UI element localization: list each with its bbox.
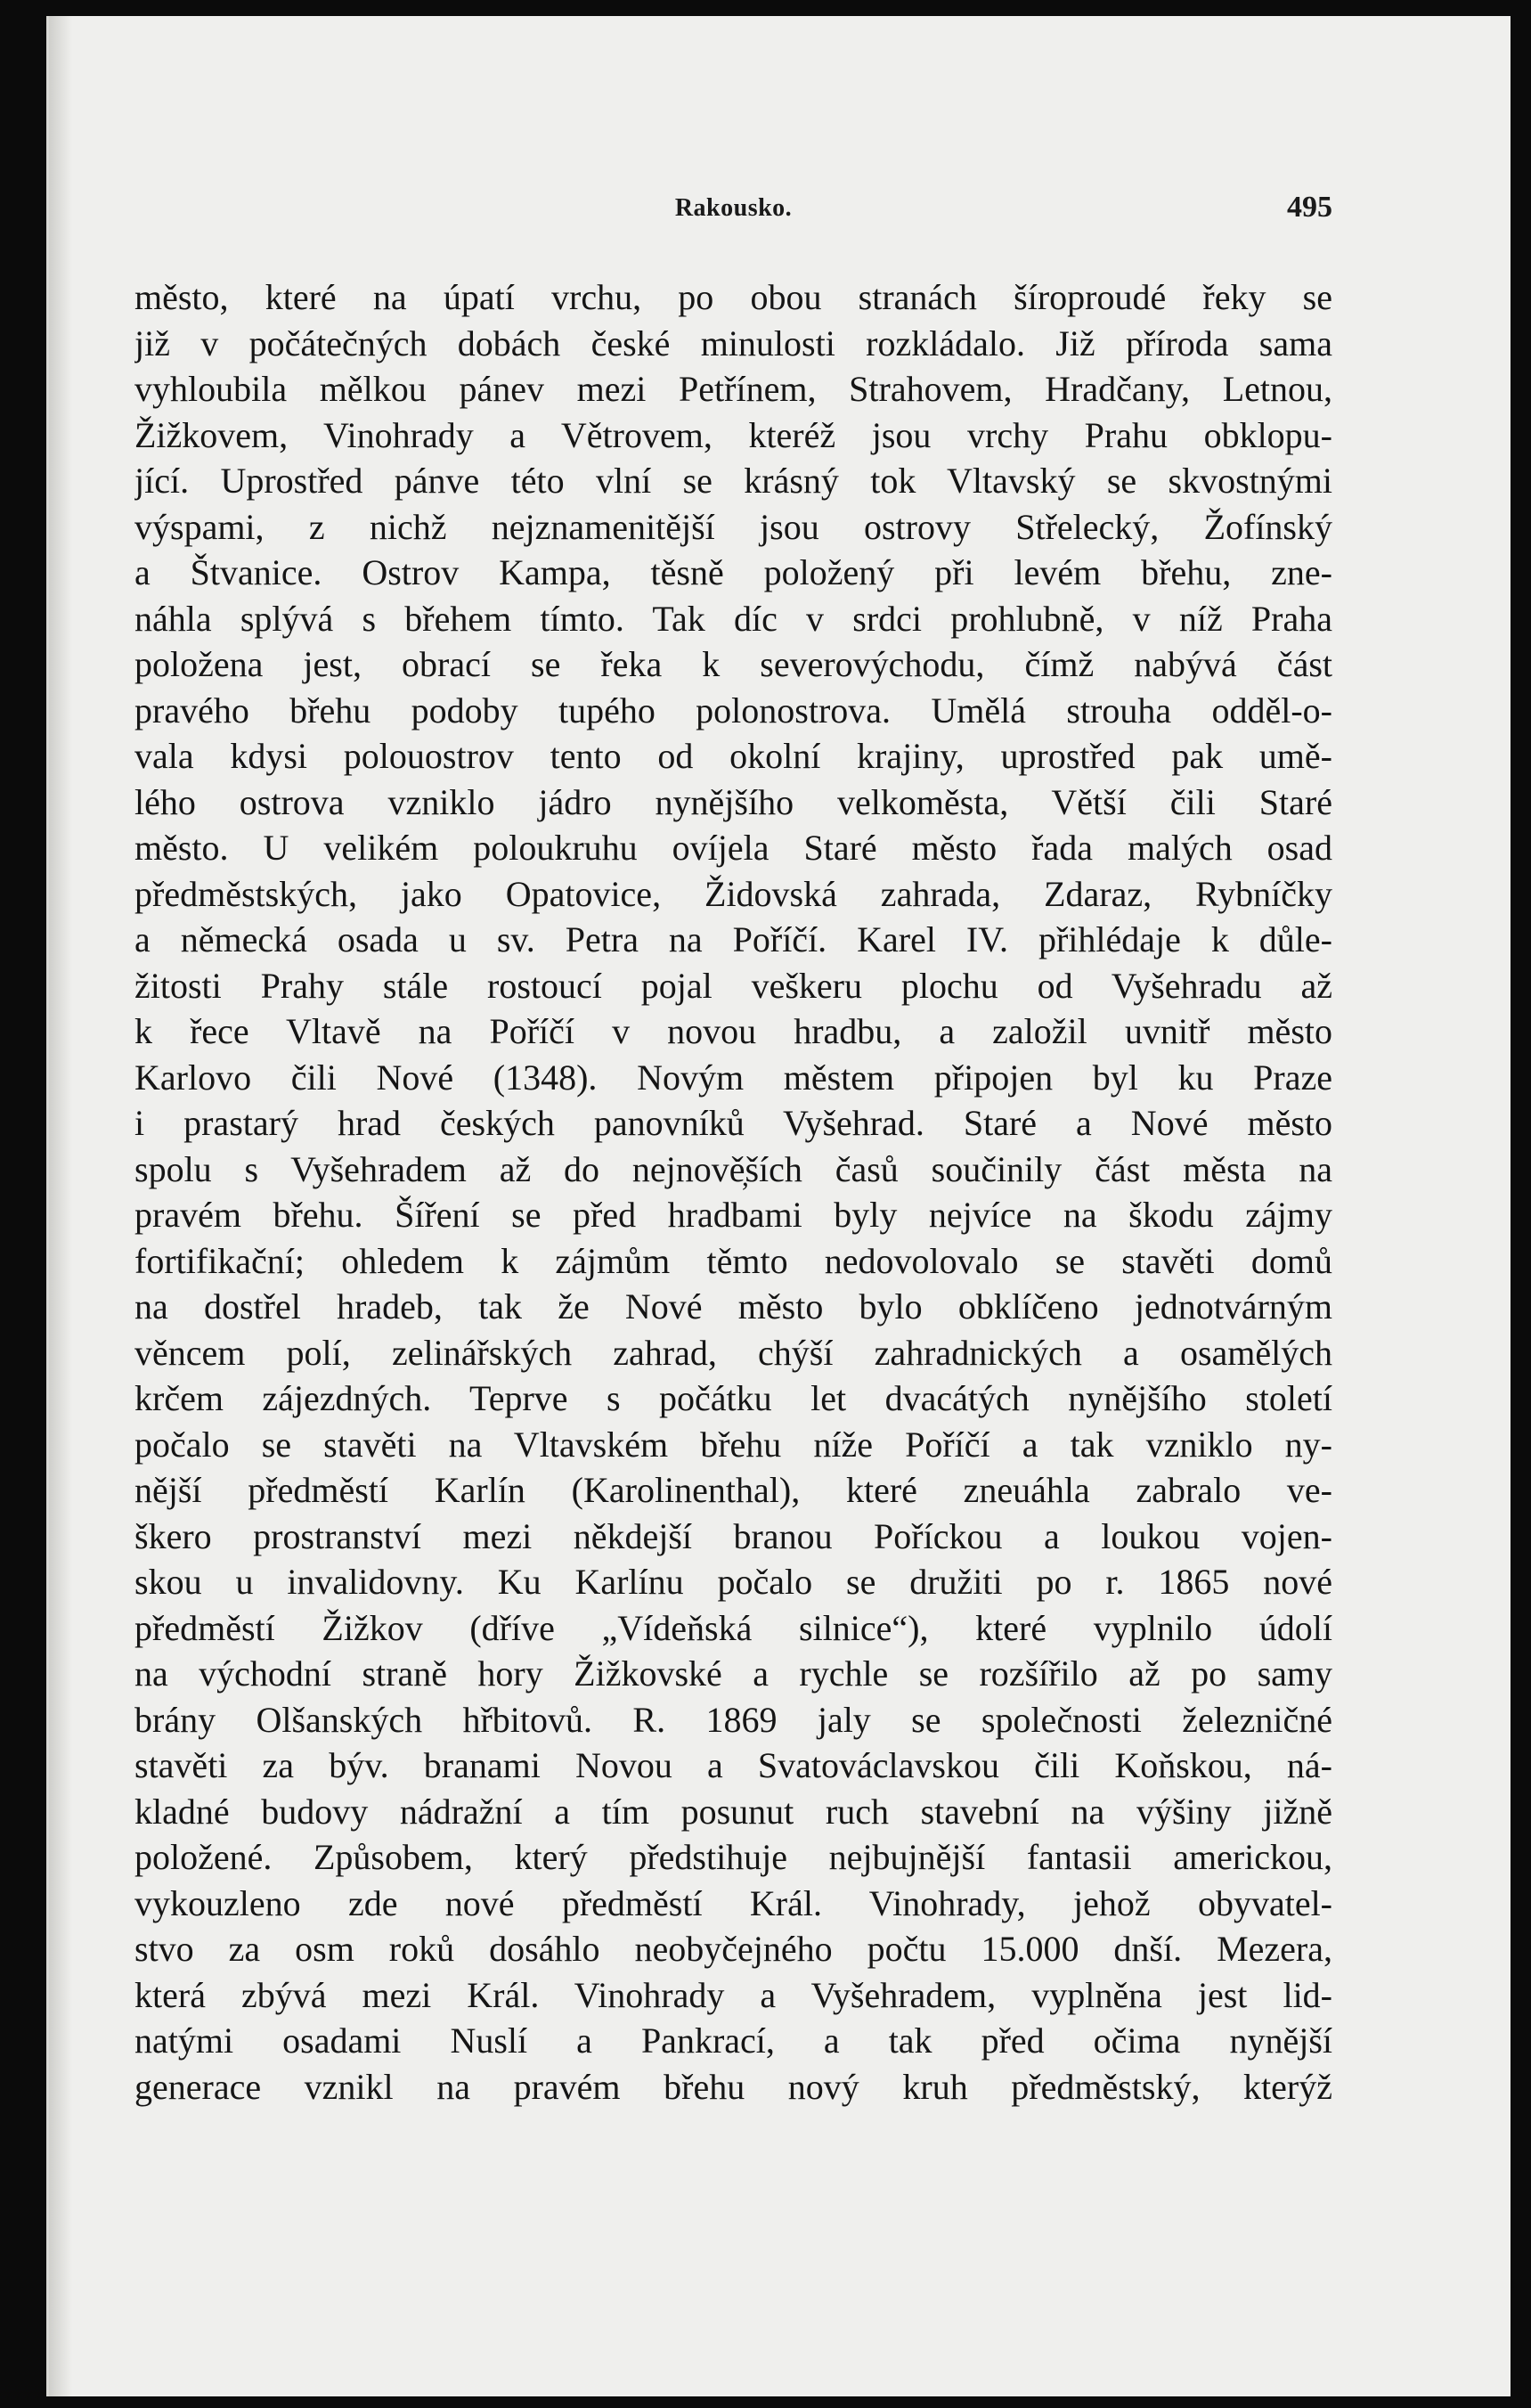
text-line: stavěti za býv. branami Novou a Svatováclavskou čili Koňskou, ná-: [134, 1745, 1332, 1785]
text-line: fortifikační; ohledem k zájmům těmto nedovolovalo se stavěti domů: [134, 1240, 1332, 1281]
text-line: a německá osada u sv. Petra na Poříčí. Karel IV. přihlédaje k důle-: [134, 919, 1332, 959]
text-line: Žižkovem, Vinohrady a Větrovem, kteréž jsou vrchy Prahu obklopu-: [134, 414, 1332, 455]
text-line: město, které na úpatí vrchu, po obou stranách šíroproudé řeky se: [134, 277, 1332, 317]
text-line: brány Olšanských hřbitovů. R. 1869 jaly se společnosti železničné: [134, 1699, 1332, 1740]
text-line: vala kdysi polouostrov tento od okolní krajiny, uprostřed pak umě-: [134, 736, 1332, 776]
text-line: nější předměstí Karlín (Karolinenthal), které zneuáhla zabralo ve-: [134, 1470, 1332, 1510]
running-head: Rakousko.: [674, 194, 793, 222]
text-line: skou u invalidovny. Ku Karlínu počalo se družiti po r. 1865 nové: [134, 1562, 1332, 1602]
text-line: jící. Uprostřed pánve této vlní se krásný tok Vltavský se skvostnými: [134, 461, 1332, 501]
text-line: Karlovo čili Nové (1348). Novým městem připojen byl ku Praze: [134, 1057, 1332, 1098]
body-text: [134, 274, 1332, 2110]
text-line: položena jest, obrací se řeka k severovýchodu, čímž nabývá část: [134, 644, 1332, 684]
text-line: město. U velikém poloukruhu ovíjela Staré město řada malých osad: [134, 828, 1332, 868]
binding-shadow: [49, 16, 72, 2396]
text-line: náhla splývá s břehem tímto. Tak díc v srdci prohlubně, v níž Praha: [134, 598, 1332, 639]
text-line: na dostřel hradeb, tak že Nové město bylo obklíčeno jednotvárným: [134, 1286, 1332, 1326]
text-line: položené. Způsobem, který předstihuje nejbujnější fantasii americkou,: [134, 1837, 1332, 1877]
text-line: i prastarý hrad českých panovníků Vyšehrad. Staré a Nové město: [134, 1103, 1332, 1143]
page-number: 495: [1287, 191, 1332, 224]
text-line: generace vznikl na pravém břehu nový kruh předměstský, kterýž: [134, 2066, 1332, 2107]
book-page: [46, 16, 1511, 2396]
page-header: [134, 182, 1332, 235]
text-line: na východní straně hory Žižkovské a rychle se rozšířilo až po samy: [134, 1653, 1332, 1694]
text-line: a Štvanice. Ostrov Kampa, těsně položený při levém břehu, zne-: [134, 552, 1332, 592]
text-line: pravého břehu podoby tupého polonostrova. Umělá strouha odděl‐o-: [134, 690, 1332, 731]
text-line: kladné budovy nádražní a tím posunut ruch stavební na výšiny jižně: [134, 1791, 1332, 1832]
text-line: škero prostranství mezi někdejší branou Poříckou a loukou vojen-: [134, 1515, 1332, 1556]
text-line: spolu s Vyšehradem až do nejnově̦ších časů součinily část města na: [134, 1148, 1332, 1189]
text-line: věncem polí, zelinářských zahrad, chýší zahradnických a osamělých: [134, 1332, 1332, 1373]
text-line: která zbývá mezi Král. Vinohrady a Vyšehradem, vyplněna jest lid-: [134, 1974, 1332, 2015]
text-line: předměstských, jako Opatovice, Židovská zahrada, Zdaraz, Rybníčky: [134, 873, 1332, 914]
text-line: krčem zájezdných. Teprve s počátku let dvacátých nynějšího století: [134, 1378, 1332, 1418]
text-line: k řece Vltavě na Poříčí v novou hradbu, a založil uvnitř město: [134, 1011, 1332, 1051]
text-line: lého ostrova vzniklo jádro nynějšího velkoměsta, Větší čili Staré: [134, 781, 1332, 822]
text-line: natými osadami Nuslí a Pankrací, a tak před očima nynější: [134, 2020, 1332, 2061]
text-line: žitosti Prahy stále rostoucí pojal veškeru plochu od Vyšehradu až: [134, 965, 1332, 1006]
text-line: předměstí Žižkov (dříve „Vídeňská silnice“), které vyplnilo údolí: [134, 1607, 1332, 1648]
text-line: vyhloubila mělkou pánev mezi Petřínem, Strahovem, Hradčany, Letnou,: [134, 369, 1332, 409]
text-line: pravém břehu. Šíření se před hradbami byly nejvíce na škodu zájmy: [134, 1195, 1332, 1235]
text-line: počalo se stavěti na Vltavském břehu níže Poříčí a tak vzniklo ny-: [134, 1424, 1332, 1465]
text-line: vykouzleno zde nové předměstí Král. Vinohrady, jehož obyvatel-: [134, 1882, 1332, 1923]
text-line: výspami, z nichž nejznamenitější jsou ostrovy Střelecký, Žofínský: [134, 506, 1332, 547]
text-line: již v počátečných dobách české minulosti rozkládalo. Již příroda sama: [134, 322, 1332, 363]
text-line: stvo za osm roků dosáhlo neobyčejného počtu 15.000 dnší. Mezera,: [134, 1929, 1332, 1969]
